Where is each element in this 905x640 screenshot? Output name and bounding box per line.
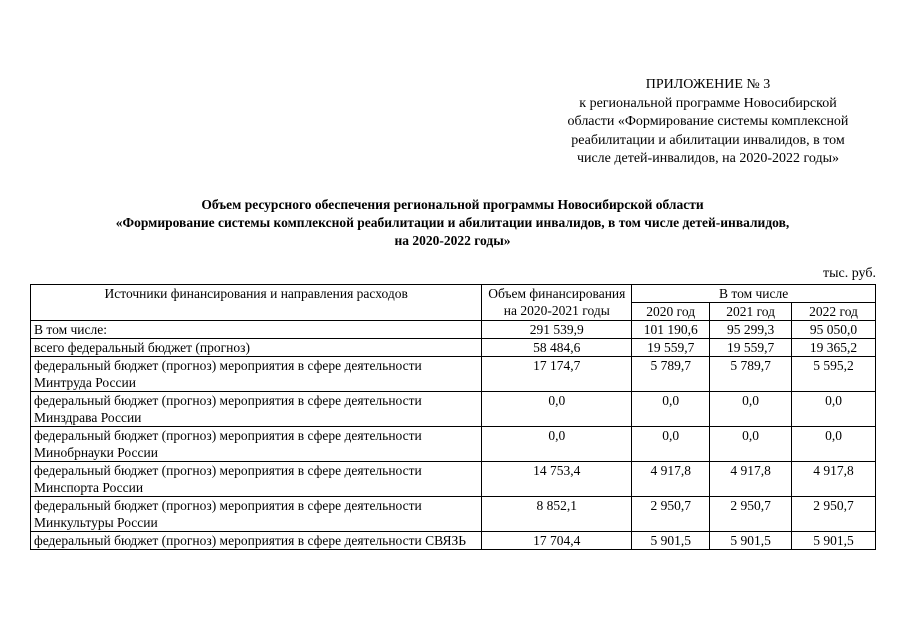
units-label: тыс. руб.	[823, 266, 876, 281]
row-2020: 101 190,6	[632, 321, 710, 339]
table-row	[31, 357, 876, 392]
row-total: 291 539,9	[482, 321, 632, 339]
header-volume: Объем финансирования на 2020-2021 годы	[482, 285, 632, 321]
table-row	[31, 497, 876, 532]
header-including: В том числе	[632, 285, 876, 303]
row-2022: 5 901,5	[792, 532, 876, 550]
row-total: 58 484,6	[482, 339, 632, 357]
appendix-header	[538, 76, 878, 169]
row-total: 14 753,4	[482, 462, 632, 497]
row-label: федеральный бюджет (прогноз) мероприятия в сфере деятельности Минздрава России	[31, 392, 482, 427]
row-2021: 0,0	[710, 427, 792, 462]
row-2021: 2 950,7	[710, 497, 792, 532]
row-2022: 2 950,7	[792, 497, 876, 532]
row-label: федеральный бюджет (прогноз) мероприятия в сфере деятельности СВЯЗЬ	[31, 532, 482, 550]
header-2020: 2020 год	[632, 303, 710, 321]
row-2021: 19 559,7	[710, 339, 792, 357]
row-2022: 95 050,0	[792, 321, 876, 339]
header-2022: 2022 год	[792, 303, 876, 321]
row-label: В том числе:	[31, 321, 482, 339]
table-row	[31, 427, 876, 462]
table-row	[31, 462, 876, 497]
row-2022: 0,0	[792, 427, 876, 462]
header-row	[31, 285, 876, 303]
table-row	[31, 532, 876, 550]
row-2022: 4 917,8	[792, 462, 876, 497]
title-line: Объем ресурсного обеспечения региональной программы Новосибирской области	[201, 197, 704, 212]
row-2021: 5 789,7	[710, 357, 792, 392]
row-total: 8 852,1	[482, 497, 632, 532]
row-2020: 0,0	[632, 427, 710, 462]
row-2021: 4 917,8	[710, 462, 792, 497]
row-label: федеральный бюджет (прогноз) мероприятия в сфере деятельности Минобрнауки России	[31, 427, 482, 462]
row-2021: 95 299,3	[710, 321, 792, 339]
row-total: 0,0	[482, 392, 632, 427]
row-2022: 0,0	[792, 392, 876, 427]
row-total: 17 704,4	[482, 532, 632, 550]
appendix-line: реабилитации и абилитации инвалидов, в том	[571, 132, 845, 148]
row-2022: 19 365,2	[792, 339, 876, 357]
row-2020: 5 901,5	[632, 532, 710, 550]
appendix-line: области «Формирование системы комплексной	[567, 114, 849, 129]
row-label: федеральный бюджет (прогноз) мероприятия в сфере деятельности Минкультуры России	[31, 497, 482, 532]
table-row	[31, 392, 876, 427]
row-2022: 5 595,2	[792, 357, 876, 392]
header-2021: 2021 год	[710, 303, 792, 321]
row-2020: 19 559,7	[632, 339, 710, 357]
funding-table	[30, 284, 876, 550]
document-title	[40, 196, 865, 250]
title-line: на 2020-2022 годы»	[394, 233, 511, 248]
row-2020: 4 917,8	[632, 462, 710, 497]
row-label: федеральный бюджет (прогноз) мероприятия в сфере деятельности Минтруда России	[31, 357, 482, 392]
row-total: 0,0	[482, 427, 632, 462]
header-source: Источники финансирования и направления расходов	[31, 285, 482, 321]
appendix-number: ПРИЛОЖЕНИЕ № 3	[645, 77, 771, 92]
row-2020: 0,0	[632, 392, 710, 427]
row-total: 17 174,7	[482, 357, 632, 392]
row-label: всего федеральный бюджет (прогноз)	[31, 339, 482, 357]
row-2020: 2 950,7	[632, 497, 710, 532]
row-2021: 5 901,5	[710, 532, 792, 550]
row-2020: 5 789,7	[632, 357, 710, 392]
table-row	[31, 321, 876, 339]
row-label: федеральный бюджет (прогноз) мероприятия в сфере деятельности Минспорта России	[31, 462, 482, 497]
table-row	[31, 339, 876, 357]
title-line: «Формирование системы комплексной реабилитации и абилитации инвалидов, в том числе детей-инвалидов,	[115, 215, 790, 230]
row-2021: 0,0	[710, 392, 792, 427]
appendix-line: к региональной программе Новосибирской	[579, 95, 837, 111]
appendix-line: числе детей-инвалидов, на 2020-2022 годы»	[576, 151, 840, 166]
